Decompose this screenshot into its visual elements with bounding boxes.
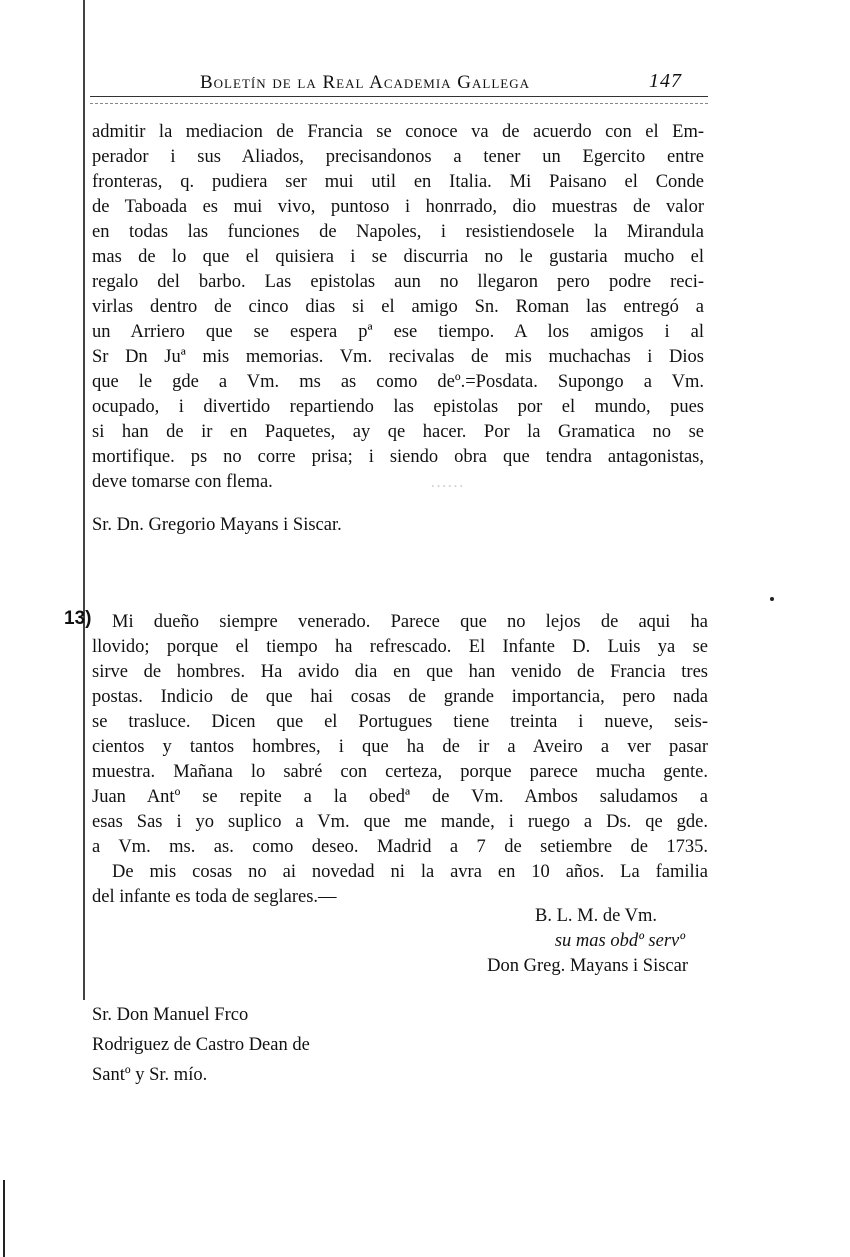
ink-speck (770, 597, 774, 601)
addressee-line: Sr. Don Manuel Frco (92, 1005, 249, 1025)
text-line: de Taboada es mui vivo, puntoso i honrrado, dio muestras de valor (92, 197, 704, 217)
journal-title: Boletín de la Real Academia Gallega (200, 72, 530, 93)
text-line: admitir la mediacion de Francia se conoce va de acuerdo con el Em- (92, 122, 704, 142)
signature: Don Greg. Mayans i Siscar (487, 956, 688, 976)
text-line: muestra. Mañana lo sabré con certeza, porque parece mucha gente. (92, 762, 708, 782)
letter-1-addressee: Sr. Dn. Gregorio Mayans i Siscar. (92, 515, 342, 535)
addressee-line: Rodriguez de Castro Dean de (92, 1035, 310, 1055)
text-line: un Arriero que se espera pª ese tiempo. A los amigos i al (92, 322, 704, 342)
text-line: cientos y tantos hombres, i que ha de ir a Aveiro a ver pasar (92, 737, 708, 757)
letter-2-closing (440, 904, 715, 979)
text-line: en todas las funciones de Napoles, i resistiendosele la Mirandula (92, 222, 704, 242)
text-line: del infante es toda de seglares.— (92, 887, 337, 907)
header-rule-dotted (90, 103, 708, 105)
text-line: perador i sus Aliados, precisandonos a tener un Egercito entre (92, 147, 704, 167)
text-line: deve tomarse con flema. (92, 472, 273, 492)
closing-line: su mas obdº servº (554, 931, 685, 951)
letter-number: 13) (64, 608, 92, 629)
text-line: si han de ir en Paquetes, ay qe hacer. Por la Gramatica no se (92, 422, 704, 442)
text-line: ocupado, i divertido repartiendo las epistolas por el mundo, pues (92, 397, 704, 417)
letter-2-addressee (92, 1000, 310, 1090)
text-line: a Vm. ms. as. como deseo. Madrid a 7 de setiembre de 1735. (92, 837, 708, 857)
closing-line: B. L. M. de Vm. (535, 906, 657, 926)
text-line: virlas dentro de cinco dias si el amigo Sn. Roman las entregó a (92, 297, 704, 317)
text-line: que le gde a Vm. ms as como deº.=Posdata. Supongo a Vm. (92, 372, 704, 392)
text-line: fronteras, q. pudiera ser mui util en Italia. Mi Paisano el Conde (92, 172, 704, 192)
text-line: mas de lo que el quisiera i se discurria no le gustaria mucho el (92, 247, 704, 267)
text-line: regalo del barbo. Las epistolas aun no llegaron pero podre reci- (92, 272, 704, 292)
text-line: Sr Dn Juª mis memorias. Vm. recivalas de mis muchachas i Dios (92, 347, 704, 367)
text-line: mortifique. ps no corre prisa; i siendo obra que tendra antagonistas, (92, 447, 704, 467)
text-line: postas. Indicio de que hai cosas de grande importancia, pero nada (92, 687, 708, 707)
text-line: se trasluce. Dicen que el Portugues tiene treinta i nueve, seis- (92, 712, 708, 732)
page-edge-mark (3, 1180, 5, 1257)
text-line: Mi dueño siempre venerado. Parece que no lejos de aqui ha (112, 612, 708, 632)
text-line: De mis cosas no ai novedad ni la avra en 10 años. La familia (112, 862, 708, 882)
page-number: 147 (649, 70, 682, 92)
margin-rule (83, 0, 85, 1000)
text-line: Juan Antº se repite a la obedª de Vm. Ambos saludamos a (92, 787, 708, 807)
running-header (200, 72, 690, 98)
text-line: llovido; porque el tiempo ha refrescado. El Infante D. Luis ya se (92, 637, 708, 657)
addressee-line: Santº y Sr. mío. (92, 1065, 208, 1085)
text-line: esas Sas i yo suplico a Vm. que me mande, i ruego a Ds. qe gde. (92, 812, 708, 832)
text-line: sirve de hombres. Ha avido dia en que han venido de Francia tres (92, 662, 708, 682)
bleed-through-text: …… (430, 472, 464, 491)
header-rule (90, 96, 708, 97)
